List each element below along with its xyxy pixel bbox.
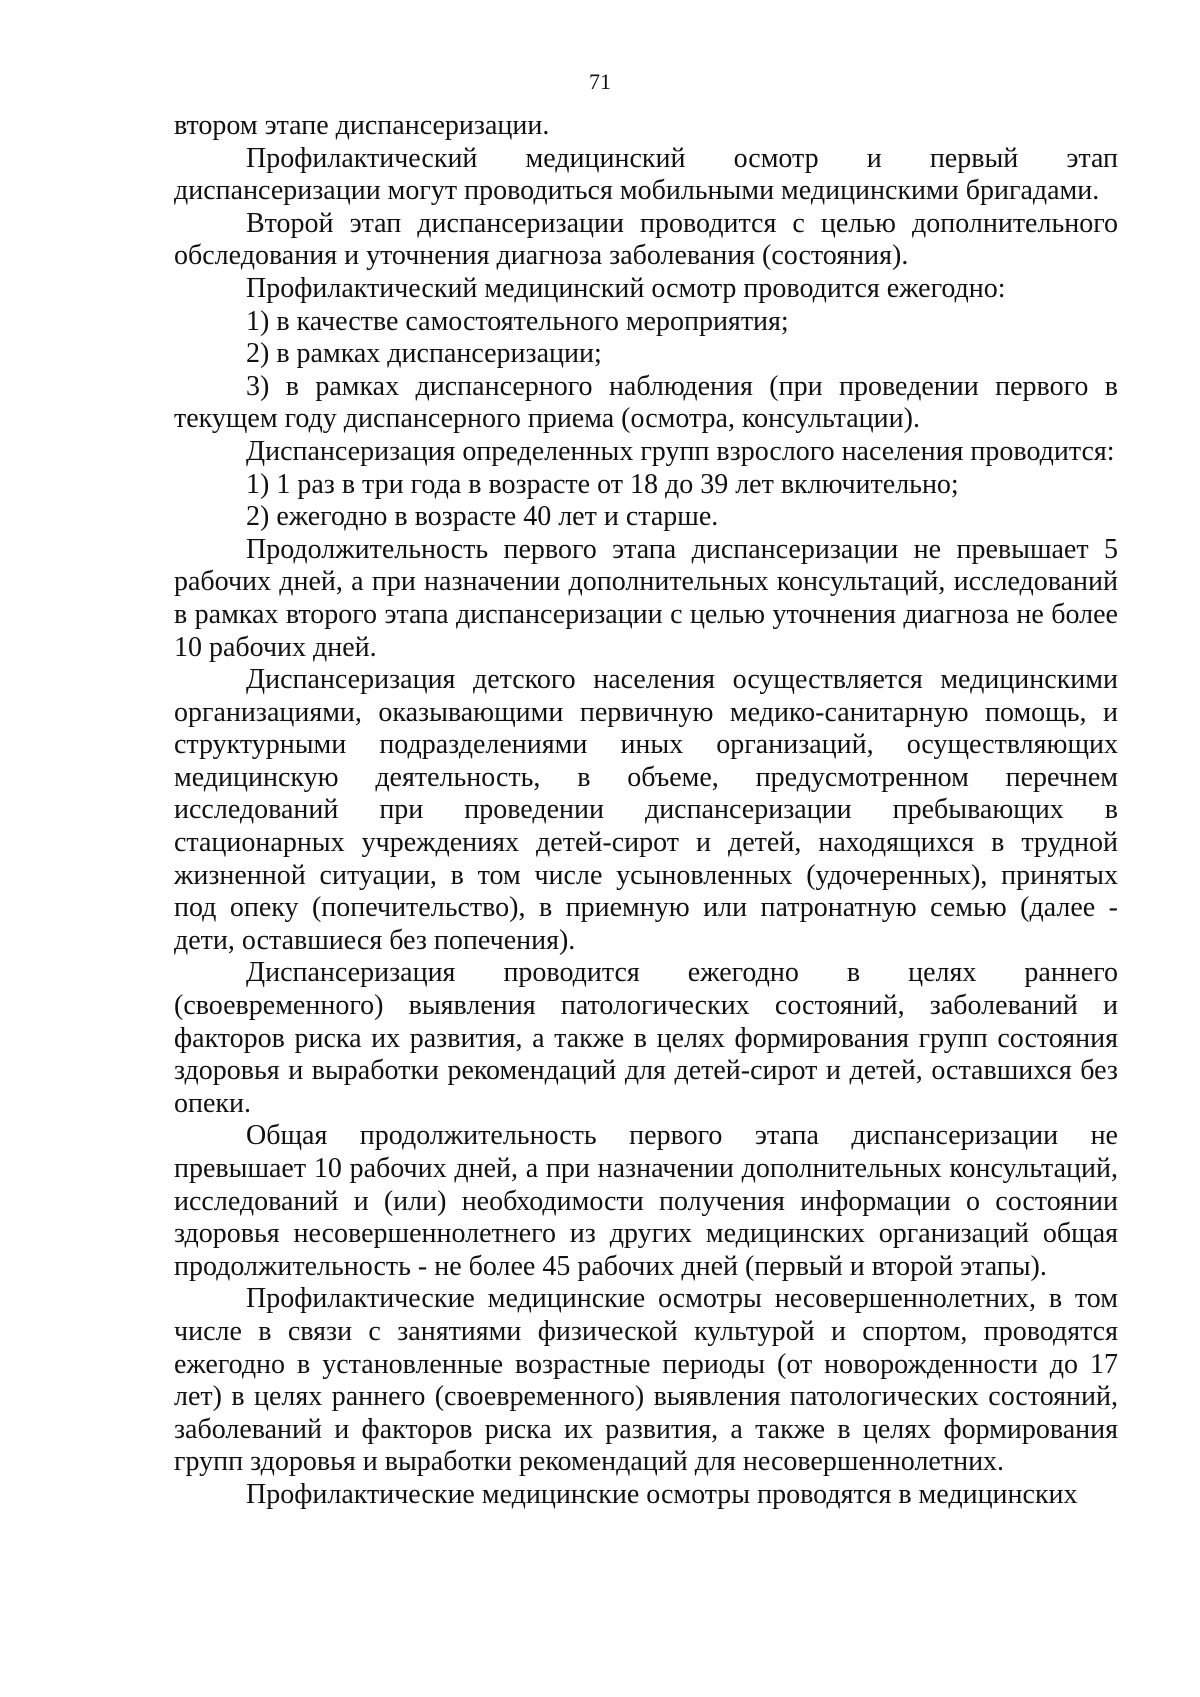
paragraph: Продолжительность первого этапа диспансеризации не превышает 5 рабочих дней, а при назначении дополнительных консультаций, исследований в рамках второго этапа диспансеризации с целью уточнения диагноза не более 10 рабочих дней. bbox=[174, 533, 1118, 663]
paragraph: Диспансеризация проводится ежегодно в целях раннего (своевременного) выявления патологических состояний, заболеваний и факторов риска их развития, а также в целях формирования групп состояния здоровья и выработки рекомендаций для детей-сирот и детей, оставшихся без опеки. bbox=[174, 957, 1118, 1119]
paragraph: Второй этап диспансеризации проводится с целью дополнительного обследования и уточнения диагноза заболевания (состояния). bbox=[174, 207, 1118, 272]
list-item: 2) ежегодно в возрасте 40 лет и старше. bbox=[246, 501, 719, 533]
paragraph: Диспансеризация детского населения осуществляется медицинскими организациями, оказывающими первичную медико-санитарную помощь, и структурными подразделениями иных организаций, осуществляющих медицинскую деятельность, в объеме, предусмотренном перечнем исследований при проведении диспансеризации пребывающих в стационарных учреждениях детей-сирот и детей, находящихся в трудной жизненной ситуации, в том числе усыновленных (удочеренных), принятых под опеку (попечительство), в приемную или патронатную семью (далее - дети, оставшиеся без попечения). bbox=[174, 664, 1118, 956]
paragraph: Профилактический медицинский осмотр и первый этап диспансеризации могут проводиться мобильными медицинскими бригадами. bbox=[174, 142, 1118, 207]
document-body bbox=[174, 110, 1118, 1512]
list-item: 1) в качестве самостоятельного мероприятия; bbox=[246, 305, 789, 337]
paragraph: втором этапе диспансеризации. bbox=[174, 110, 550, 141]
paragraph: Профилактические медицинские осмотры несовершеннолетних, в том числе в связи с занятиями физической культурой и спортом, проводятся ежегодно в установленные возрастные периоды (от новорожденности до 17 лет) в целях раннего (своевременного) выявления патологических состояний, заболеваний и факторов риска их развития, а также в целях формирования групп здоровья и выработки рекомендаций для несовершеннолетних. bbox=[174, 1283, 1118, 1478]
paragraph: Профилактические медицинские осмотры проводятся в медицинских bbox=[246, 1478, 1078, 1510]
list-item: 2) в рамках диспансеризации; bbox=[246, 338, 602, 370]
paragraph: Диспансеризация определенных групп взрослого населения проводится: bbox=[246, 435, 1115, 467]
list-item: 1) 1 раз в три года в возрасте от 18 до 39 лет включительно; bbox=[246, 468, 959, 500]
paragraph: Профилактический медицинский осмотр проводится ежегодно: bbox=[246, 272, 1006, 304]
list-item: 3) в рамках диспансерного наблюдения (при проведении первого в текущем году диспансерного приема (осмотра, консультации). bbox=[174, 370, 1118, 435]
paragraph: Общая продолжительность первого этапа диспансеризации не превышает 10 рабочих дней, а при назначении дополнительных консультаций, исследований и (или) необходимости получения информации о состоянии здоровья несовершеннолетнего из других медицинских организаций общая продолжительность - не более 45 рабочих дней (первый и второй этапы). bbox=[174, 1120, 1118, 1282]
page-number: 71 bbox=[589, 69, 611, 94]
